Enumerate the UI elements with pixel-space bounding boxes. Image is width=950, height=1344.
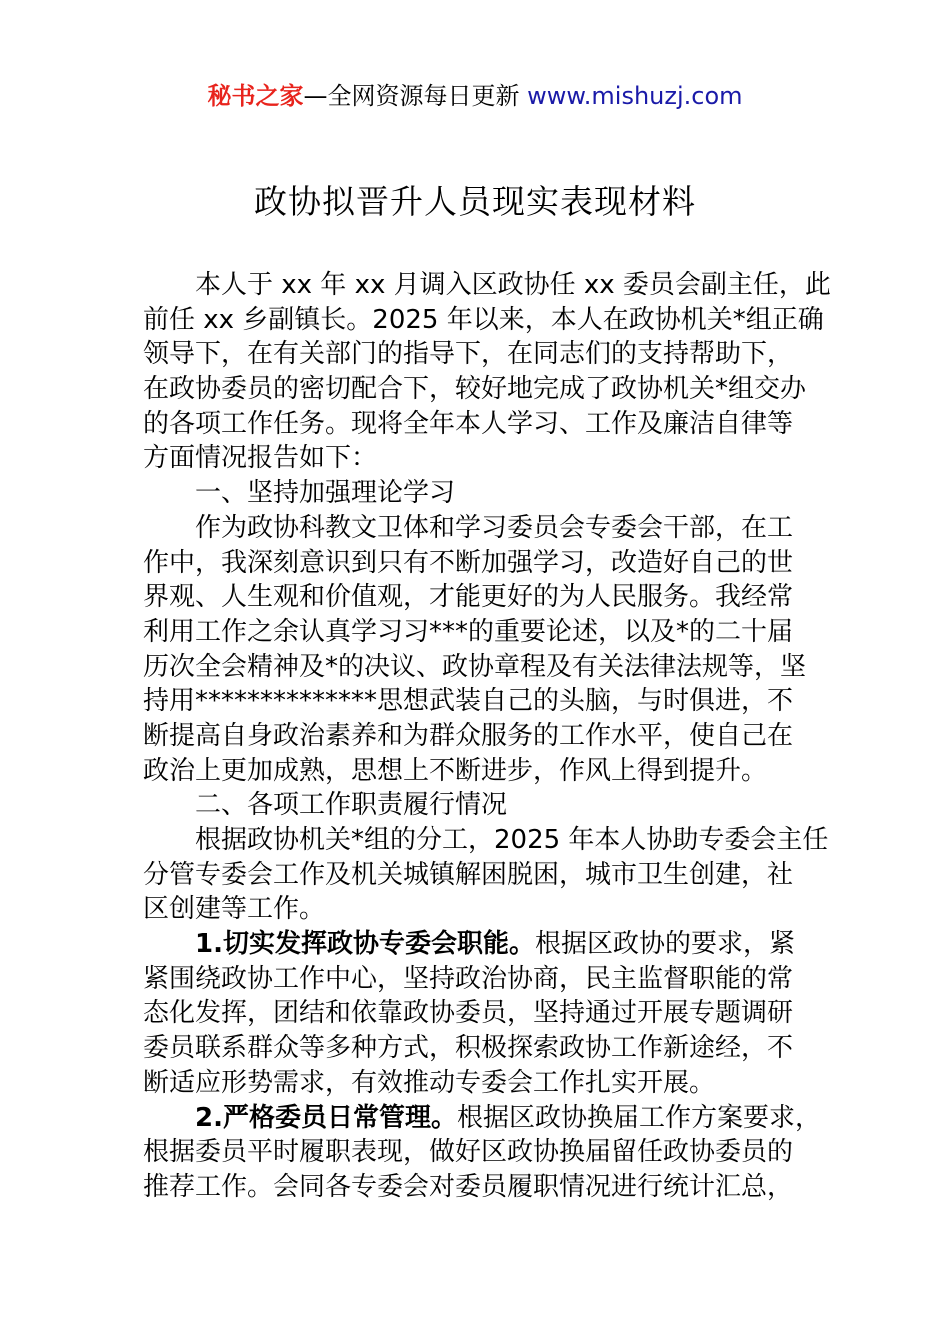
paragraph-line: 作中，我深刻意识到只有不断加强学习，改造好自己的世 xyxy=(143,547,794,578)
paragraph-line: 历次全会精神及*的决议、政协章程及有关法律法规等，坚 xyxy=(143,651,807,682)
paragraph-line: 持用**************思想武装自己的头脑，与时俱进，不 xyxy=(143,686,794,717)
paragraph-line: 委员联系群众等多种方式，积极探索政协工作新途经，不 xyxy=(143,1033,794,1064)
paragraph-line: 作为政协科教文卫体和学习委员会专委会干部，在工 xyxy=(195,512,794,543)
paragraph-line: 方面情况报告如下： xyxy=(143,443,378,474)
paragraph-line: 紧围绕政协工作中心，坚持政治协商，民主监督职能的常 xyxy=(143,963,794,994)
paragraph-line: 界观、人生观和价值观，才能更好的为人民服务。我经常 xyxy=(143,582,794,613)
paragraph-line: 态化发挥，团结和依靠政协委员，坚持通过开展专题调研 xyxy=(143,998,794,1029)
item-heading: 1.切实发挥政协专委会职能。 xyxy=(195,929,535,960)
paragraph-line: 的各项工作任务。现将全年本人学习、工作及廉洁自律等 xyxy=(143,408,794,439)
paragraph-line: 分管专委会工作及机关城镇解困脱困，城市卫生创建，社 xyxy=(143,859,794,890)
paragraph-line: 根据委员平时履职表现，做好区政协换届留任政协委员的 xyxy=(143,1137,794,1168)
item-heading: 2.严格委员日常管理。 xyxy=(195,1102,457,1133)
paragraph-line: 政治上更加成熟，思想上不断进步，作风上得到提升。 xyxy=(143,755,768,786)
paragraph-line: 利用工作之余认真学习习***的重要论述，以及*的二十届 xyxy=(143,616,794,647)
paragraph-line: 区创建等工作。 xyxy=(143,894,326,925)
paragraph-line xyxy=(143,927,807,962)
paragraph-line: 断适应形势需求，有效推动专委会工作扎实开展。 xyxy=(143,1067,716,1098)
paragraph-line: 本人于 xx 年 xx 月调入区政协任 xx 委员会副主任，此 xyxy=(195,270,831,300)
paragraph-line: 断提高自身政治素养和为群众服务的工作水平，使自己在 xyxy=(143,720,794,751)
paragraph-line xyxy=(143,1101,821,1136)
paragraph-line: 推荐工作。会同各专委会对委员履职情况进行统计汇总， xyxy=(143,1171,794,1202)
site-url-link[interactable]: www.mishuzj.com xyxy=(527,82,743,110)
paragraph-line: 在政协委员的密切配合下，较好地完成了政协机关*组交办 xyxy=(143,374,807,405)
site-slogan: —全网资源每日更新 xyxy=(303,82,528,110)
paragraph-line: 根据政协机关*组的分工，2025 年本人协助专委会主任 xyxy=(195,825,829,855)
paragraph-line: 前任 xx 乡副镇长。2025 年以来，本人在政协机关*组正确 xyxy=(143,304,824,335)
section-heading: 一、坚持加强理论学习 xyxy=(195,478,456,509)
site-header xyxy=(0,78,950,114)
section-heading: 二、各项工作职责履行情况 xyxy=(195,790,508,821)
site-brand: 秘书之家 xyxy=(207,82,304,110)
paragraph-text: 根据区政协的要求，紧 xyxy=(534,929,795,960)
document-title: 政协拟晋升人员现实表现材料 xyxy=(254,182,696,221)
paragraph-text: 根据区政协换届工作方案要求， xyxy=(456,1102,821,1133)
paragraph-line: 领导下，在有关部门的指导下，在同志们的支持帮助下， xyxy=(143,339,794,370)
document-body xyxy=(143,268,831,1205)
